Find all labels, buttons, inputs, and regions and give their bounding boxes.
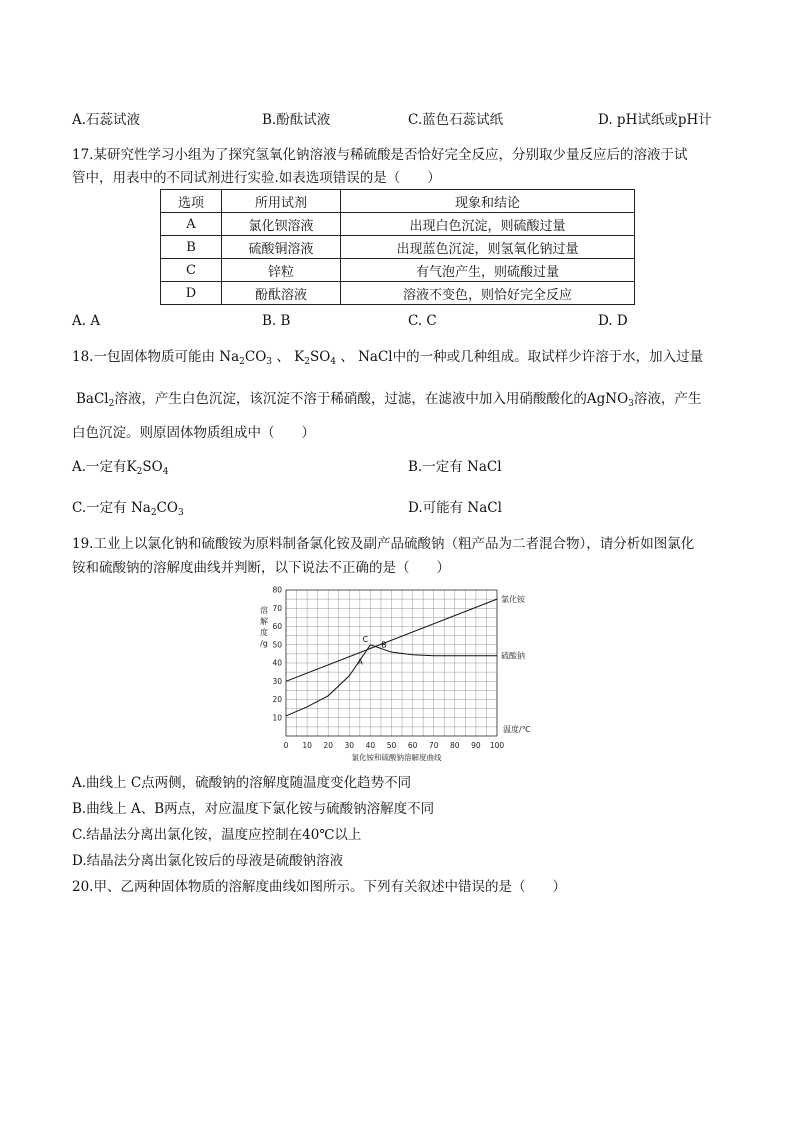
table-header-cell: 所用试剂 — [222, 190, 341, 213]
formula-sub: 3 — [266, 357, 273, 367]
y-tick-label: 30 — [272, 676, 282, 686]
formula-sub: 2 — [136, 467, 143, 477]
q17-options-table — [160, 189, 635, 305]
x-tick-label: 40 — [365, 741, 376, 750]
q17-option-d: D. D — [598, 313, 628, 329]
table-cell: A — [161, 213, 222, 236]
table-cell: 锌粒 — [222, 259, 341, 282]
series-label: 硫酸钠 — [501, 651, 525, 661]
formula-part: Na — [130, 500, 151, 516]
formula-k2so4 — [294, 349, 336, 365]
formula-na2co3 — [131, 500, 184, 516]
formula-sub: 2 — [239, 357, 245, 367]
y-axis-label-char: /g — [260, 639, 268, 648]
table-cell: C — [161, 259, 222, 282]
point-label: B — [381, 640, 387, 650]
q20-stem: 20.甲、乙两种固体物质的溶解度曲线如图所示。下列有关叙述中错误的是（ ） — [72, 879, 566, 895]
formula-part: K — [126, 459, 137, 475]
separator: 、 — [276, 349, 290, 365]
x-tick-label: 0 — [283, 741, 289, 750]
x-axis-label: 温度/℃ — [503, 725, 531, 734]
x-tick-label: 90 — [471, 741, 481, 750]
q19-stem-line2: 铵和硫酸钠的溶解度曲线并判断，以下说法不正确的是（ ） — [72, 560, 450, 576]
q19-option-b: B.曲线上 A、B两点，对应温度下氯化铵与硫酸钠溶解度不同 — [72, 801, 435, 817]
series-label: 氯化铵 — [501, 595, 525, 605]
q18-stem-line2 — [76, 387, 701, 409]
q18-stem-line1 — [72, 345, 703, 367]
y-tick-label: 40 — [272, 658, 282, 668]
formula-agno3 — [587, 391, 634, 407]
y-tick-label: 20 — [272, 695, 282, 704]
formula-sub: 2 — [304, 357, 310, 367]
x-tick-label: 50 — [386, 741, 397, 750]
option-text: A.一定有 — [72, 459, 127, 475]
y-axis-label-char: 溶 — [260, 606, 268, 615]
x-tick-label: 10 — [302, 741, 312, 750]
q16-option-c: C.蓝色石蕊试纸 — [408, 112, 504, 128]
formula-sub: 2 — [108, 399, 115, 409]
q19-option-d: D.结晶法分离出氯化铵后的母液是硫酸钠溶液 — [72, 853, 344, 869]
x-tick-label: 80 — [450, 741, 460, 750]
point-label: A — [357, 657, 363, 667]
x-tick-label: 30 — [344, 741, 355, 750]
table-cell: 氯化钡溶液 — [222, 213, 341, 236]
x-tick-label: 20 — [323, 741, 333, 750]
q18-suffix: 中的一种或几种组成。取试样少许溶于水，加入过量 — [392, 349, 704, 365]
formula-nacl: NaCl — [358, 349, 393, 365]
formula-k2so4 — [127, 459, 169, 475]
table-cell: D — [161, 282, 222, 305]
y-tick-label: 70 — [272, 603, 282, 613]
point-label: C — [362, 634, 369, 644]
y-tick-label: 50 — [272, 640, 282, 650]
q17-stem-line1: 17.某研究性学习小组为了探究氢氧化钠溶液与稀硫酸是否恰好完全反应，分别取少量反应后的溶液于试 — [72, 147, 688, 163]
formula-part: CO — [156, 500, 178, 516]
q17-option-a: A. A — [72, 313, 101, 329]
y-axis-label-char: 度 — [260, 628, 268, 637]
table-header-cell: 现象和结论 — [341, 190, 635, 213]
table-header-cell: 选项 — [161, 190, 222, 213]
q18-stem-line3: 白色沉淀。则原固体物质组成中（ ） — [72, 425, 315, 441]
x-tick-label: 60 — [407, 741, 418, 750]
q17-option-b: B. B — [262, 313, 291, 329]
x-tick-label: 100 — [489, 741, 505, 750]
chart-title: 氯化铵和硫酸钠溶解度曲线 — [351, 753, 442, 762]
q18-option-a — [72, 455, 168, 477]
x-tick-label: 70 — [428, 741, 439, 750]
q18-option-c — [72, 496, 184, 518]
q16-option-b: B.酚酞试液 — [262, 112, 331, 128]
table-row — [161, 259, 635, 282]
formula-sub: 4 — [162, 467, 169, 477]
q16-option-a: A.石蕊试液 — [72, 112, 141, 128]
q18-option-b: B.一定有 NaCl — [408, 459, 502, 475]
option-text: C.一定有 — [72, 500, 127, 516]
table-cell: B — [161, 236, 222, 259]
table-cell: 硫酸铜溶液 — [222, 236, 341, 259]
formula-na2co3 — [219, 349, 272, 365]
formula-part: K — [294, 349, 305, 365]
q18-line2-end: 溶液，产生 — [633, 391, 702, 407]
solubility-chart — [255, 580, 545, 765]
formula-part: SO — [309, 349, 331, 365]
q18-line2-mid: 溶液，产生白色沉淀，该沉淀不溶于稀硝酸，过滤，在滤液中加入用硝酸酸化的 — [114, 391, 587, 407]
q19-stem-line1: 19.工业上以氯化钠和硫酸铵为原料制备氯化铵及副产品硫酸钠（粗产品为二者混合物），请分析如图氯化 — [72, 536, 695, 552]
q19-option-a: A.曲线上 C点两侧，硫酸钠的溶解度随温度变化趋势不同 — [72, 775, 412, 791]
table-cell: 酚酞溶液 — [222, 282, 341, 305]
q18-option-d: D.可能有 NaCl — [408, 500, 502, 516]
table-row — [161, 282, 635, 305]
table-header-row — [161, 190, 635, 213]
formula-part: Na — [219, 349, 240, 365]
table-row — [161, 236, 635, 259]
y-tick-label: 60 — [272, 622, 282, 631]
separator: 、 — [340, 349, 354, 365]
q17-option-c: C. C — [408, 313, 437, 329]
formula-sub: 3 — [177, 508, 184, 518]
table-cell: 出现白色沉淀，则硫酸过量 — [341, 213, 635, 236]
q18-prefix: 18.一包固体物质可能由 — [72, 349, 215, 365]
y-tick-label: 10 — [272, 713, 282, 723]
formula-part: SO — [142, 459, 163, 475]
q19-option-c: C.结晶法分离出氯化铵，温度应控制在40℃以上 — [72, 827, 362, 843]
table-cell: 溶液不变色，则恰好完全反应 — [341, 282, 635, 305]
table-cell: 有气泡产生，则硫酸过量 — [341, 259, 635, 282]
formula-sub: 4 — [330, 357, 337, 367]
y-axis-label-char: 解 — [260, 617, 268, 626]
table-row — [161, 213, 635, 236]
formula-bacl2 — [76, 391, 114, 407]
y-tick-label: 80 — [272, 585, 282, 595]
formula-part: CO — [244, 349, 267, 365]
q16-option-d: D. pH试纸或pH计 — [598, 112, 712, 128]
formula-part: BaCl — [76, 391, 109, 407]
formula-sub: 3 — [628, 399, 634, 409]
formula-sub: 2 — [150, 508, 157, 518]
table-cell: 出现蓝色沉淀，则氢氧化钠过量 — [341, 236, 635, 259]
formula-part: AgNO — [586, 391, 629, 407]
q17-stem-line2: 管中，用表中的不同试剂进行实验.如表选项错误的是（ ） — [72, 170, 441, 186]
